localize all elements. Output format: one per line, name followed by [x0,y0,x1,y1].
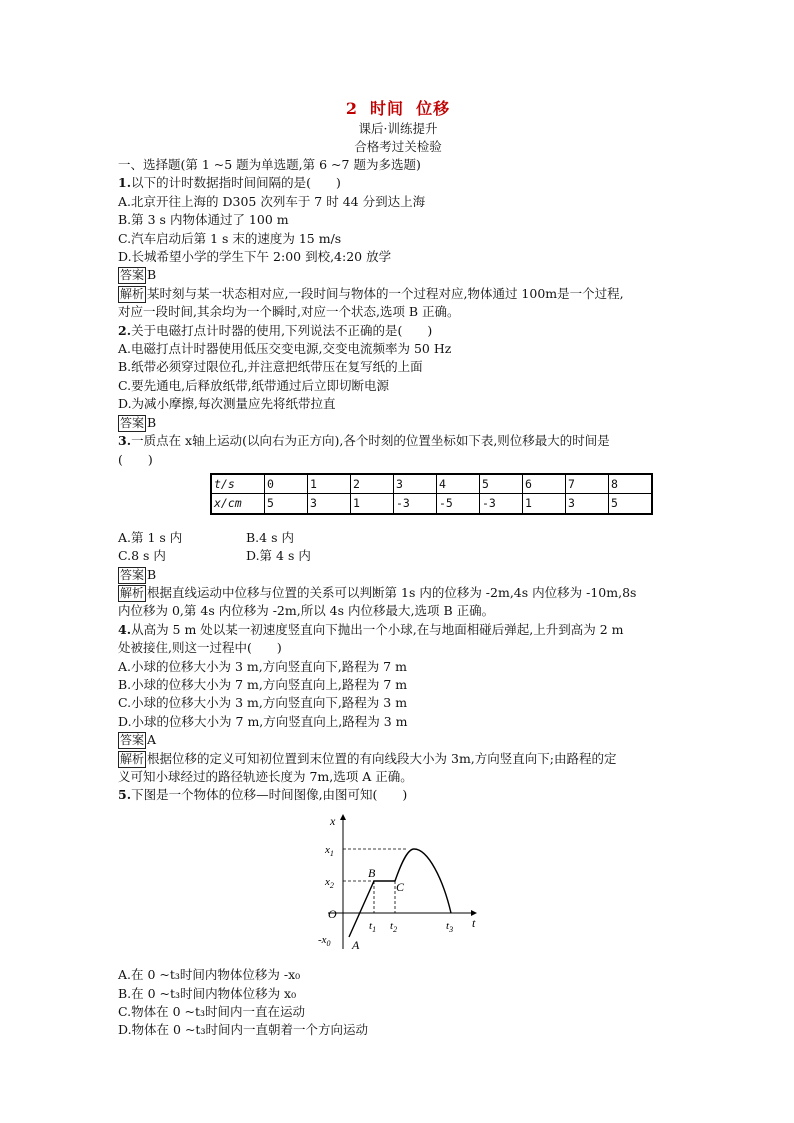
question-3-option-b: B.4 s 内 [246,529,294,545]
question-2-stem: 2.关于电磁打点计时器的使用,下列说法不正确的是( ) [118,322,433,338]
point-a-label: A [352,937,360,952]
point-c-label: C [396,879,405,894]
section-heading: 一、选择题(第 1 ~5 题为单选题,第 6 ~7 题为多选题) [118,157,421,172]
question-4-stem: 4.从高为 5 m 处以某一初速度竖直向下抛出一个小球,在与地面相碰后弹起,上升到高为 2 m [118,621,624,637]
answer-value: B [147,267,157,283]
table-cell: 5 [480,474,523,494]
table-cell: 3 [308,494,351,514]
table-cell: 0 [265,474,308,494]
table-cell: 1 [351,494,394,514]
question-1-option-a: A.北京开往上海的 D305 次列车于 7 时 44 分到达上海 [118,193,426,209]
question-4-option-d: D.小球的位移大小为 7 m,方向竖直向上,路程为 3 m [118,713,408,729]
question-3-analysis: 解析 根据直线运动中位移与位置的关系可以判断第 1s 内的位移为 -2m,4s 内位移为 -10m,8s [120,584,637,600]
table-row [211,494,652,514]
question-2-option-d: D.为减小摩擦,每次测量应先将纸带拉直 [118,396,336,412]
question-1-answer [118,266,678,284]
title-word-2: 位移 [416,99,451,118]
question-4-stem-cont: 处被接住,则这一过程中( ) [118,640,282,656]
question-3-analysis-cont: 内位移为 0,第 4s 内位移为 -2m,所以 4s 内位移最大,选项 B 正确。 [118,603,495,619]
answer-tag: 答案 [120,268,145,283]
analysis-tag: 解析 [120,751,145,766]
table-cell: 1 [523,494,566,514]
question-5-option-b: B.在 0 ~t₃时间内物体位移为 x₀ [118,985,297,1001]
table-row [211,474,652,494]
answer-value: B [147,566,157,582]
table-cell: -5 [437,494,480,514]
point-b-label: B [368,865,376,880]
question-4-option-a: A.小球的位移大小为 3 m,方向竖直向下,路程为 7 m [118,658,407,674]
table-cell: 3 [566,494,609,514]
t2-label: $t_2$ [390,919,398,934]
analysis-tag: 解析 [120,585,145,600]
table-cell: 3 [394,474,437,494]
question-5-option-a: A.在 0 ~t₃时间内物体位移为 -x₀ [118,967,301,983]
question-2-option-a: A.电磁打点计时器使用低压交变电源,交变电流频率为 50 Hz [118,341,452,357]
table-cell: 2 [351,474,394,494]
table-cell: -3 [394,494,437,514]
t3-label: $t_3$ [446,919,454,934]
question-3-stem: 3.一质点在 x轴上运动(以向右为正方向),各个时刻的位置坐标如下表,则位移最大的时间是 [118,433,610,449]
question-1-option-b: B.第 3 s 内物体通过了 100 m [118,212,289,228]
minus-x0-label: $-x_0$ [318,933,331,948]
question-4-analysis: 解析 根据位移的定义可知初位置到末位置的有向线段大小为 3m,方向竖直向下;由路程的定 [120,750,617,766]
table-cell: 4 [437,474,480,494]
question-4-answer [118,731,678,749]
answer-tag: 答案 [120,415,145,430]
question-2-option-c: C.要先通电,后释放纸带,纸带通过后立即切断电源 [118,377,390,393]
question-3-options-ab [118,529,678,547]
subtitle-level: 合格考过关检验 [354,139,442,154]
table-cell: 5 [609,494,653,514]
question-4-option-c: C.小球的位移大小为 3 m,方向竖直向下,路程为 3 m [118,695,408,711]
analysis-tag: 解析 [120,286,145,301]
x-axis-label: x [330,813,336,828]
t-axis-label: t [472,915,476,930]
question-4-option-b: B.小球的位移大小为 7 m,方向竖直向上,路程为 7 m [118,676,408,692]
question-1-option-d: D.长城希望小学的学生下午 2:00 到校,4:20 放学 [118,249,392,265]
question-1-option-c: C.汽车启动后第 1 s 末的速度为 15 m/s [118,230,342,246]
question-1-analysis: 解析 某时刻与某一状态相对应,一段时间与物体的一个过程对应,物体通过 100m是一个过程, [120,285,624,301]
subtitle-practice: 课后·训练提升 [358,121,438,136]
answer-tag: 答案 [120,733,145,748]
question-3-option-a: A.第 1 s 内 [118,529,183,545]
question-3-stem-cont: ( ) [118,451,153,467]
question-4-analysis-cont: 义可知小球经过的路径轨迹长度为 7m,选项 A 正确。 [118,769,413,784]
title-word-1: 时间 [370,99,405,118]
question-5-option-d: D.物体在 0 ~t₃时间内一直朝着一个方向运动 [118,1022,368,1038]
answer-value: A [147,732,157,748]
question-1-analysis-cont: 对应一段时间,其余均为一个瞬时,对应一个状态,选项 B 正确。 [118,304,460,320]
origin-label: O [328,906,337,921]
question-1-stem: 1.以下的计时数据指时间间隔的是( ) [118,175,341,191]
answer-value: B [147,414,157,430]
table-cell: 1 [308,474,351,494]
question-2-answer [118,414,678,432]
page-title [118,98,678,120]
x2-label: $x_2$ [325,875,334,890]
question-3-options-cd [118,547,678,565]
question-3-option-c: C.8 s 内 [118,548,166,564]
x1-label: $x_1$ [325,843,334,858]
answer-tag: 答案 [120,567,145,582]
question-3-option-d: D.第 4 s 内 [246,548,311,564]
table-cell: -3 [480,494,523,514]
question-3-answer [118,566,678,584]
t1-label: $t_1$ [369,919,377,934]
question-5-option-c: C.物体在 0 ~t₃时间内一直在运动 [118,1004,306,1020]
table-cell: x/cm [211,494,265,514]
worksheet [118,98,678,1040]
position-table [210,473,653,515]
question-2-option-b: B.纸带必须穿过限位孔,并注意把纸带压在复写纸的上面 [118,359,423,375]
table-cell: 7 [566,474,609,494]
table-cell: 8 [609,474,653,494]
displacement-time-graph [318,809,488,959]
lesson-number: 2 [345,99,359,118]
table-cell: 6 [523,474,566,494]
table-cell: t/s [211,474,265,494]
question-5-stem: 5.下图是一个物体的位移—时间图像,由图可知( ) [118,787,408,803]
table-cell: 5 [265,494,308,514]
